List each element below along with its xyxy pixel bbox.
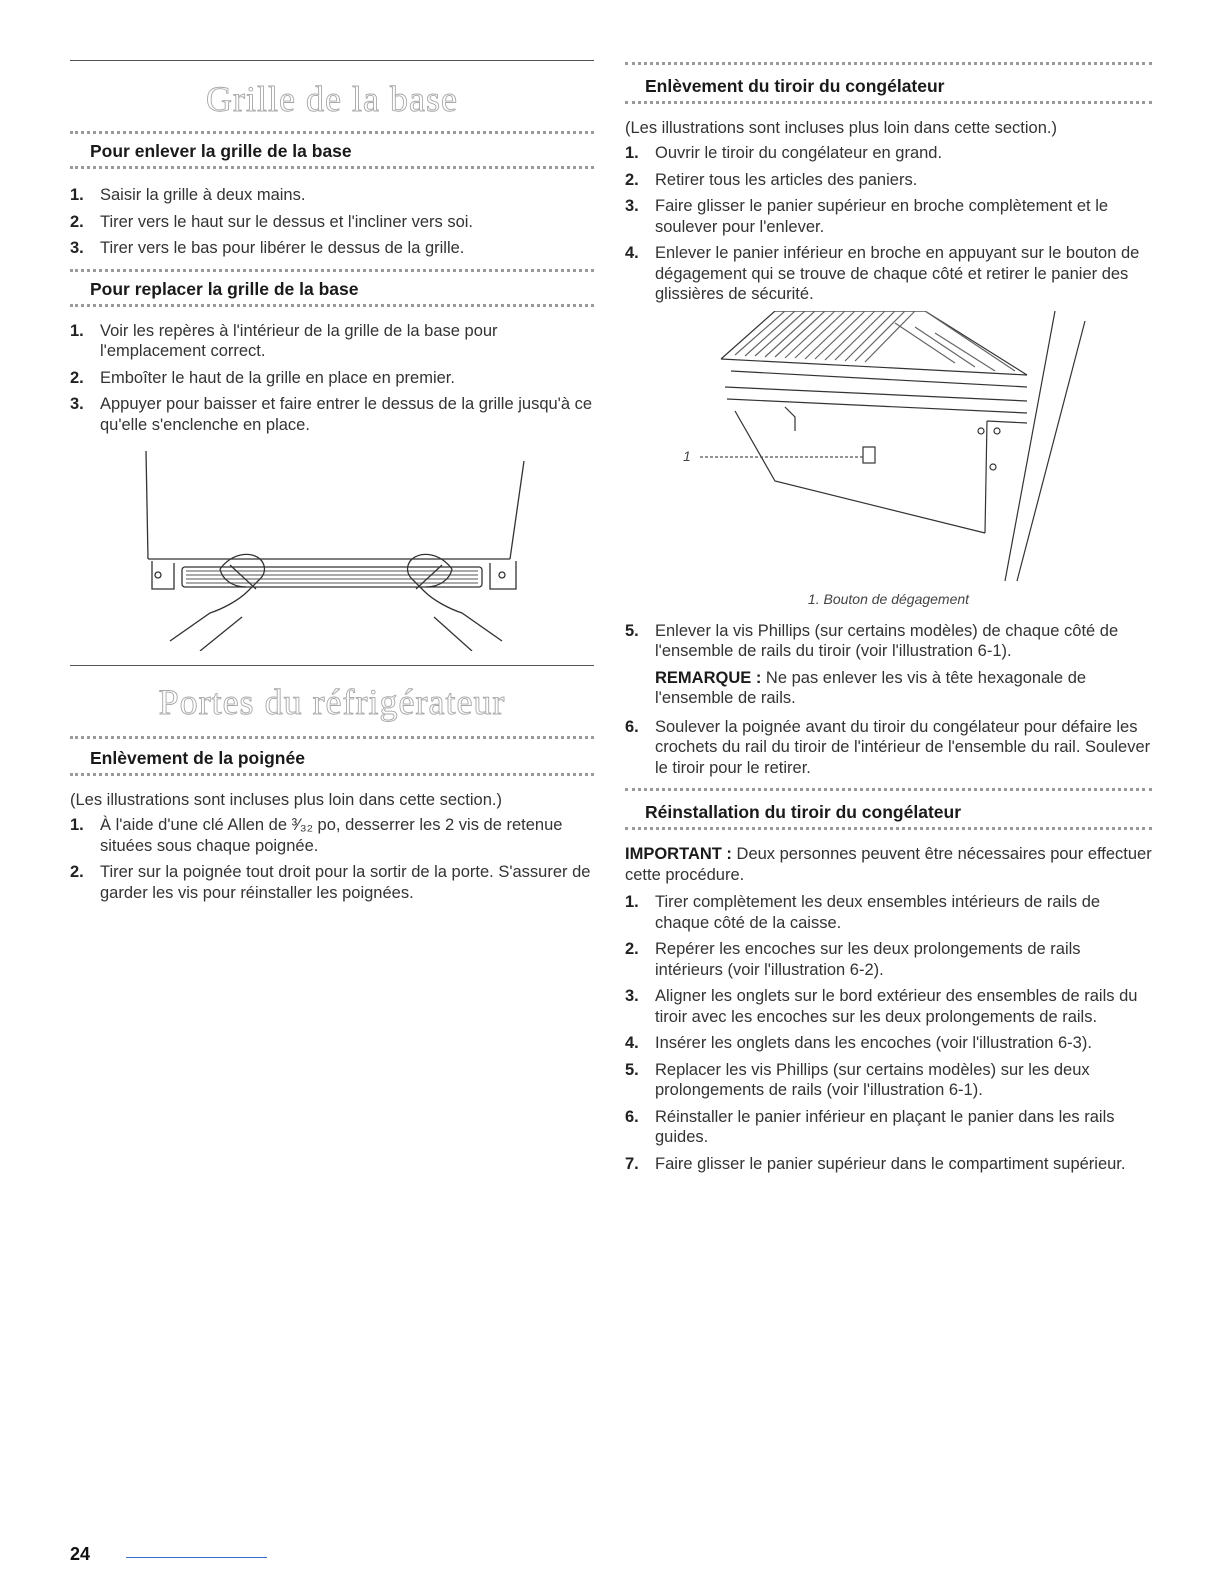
list-item: 3. Faire glisser le panier supérieur en broche complètement et le soulever pour l'enlever. xyxy=(625,197,1109,236)
heading-rule xyxy=(70,736,594,739)
list-item: 4. Insérer les onglets dans les encoches (voir l'illustration 6-3). xyxy=(625,1034,1092,1052)
heading-rule xyxy=(70,131,594,134)
list-item: 1. Voir les repères à l'intérieur de la grille de la base pour l'emplacement correct. xyxy=(70,321,498,360)
figure-callout: 1 xyxy=(683,447,691,464)
list-item: 3. Tirer vers le bas pour libérer le dessus de la grille. xyxy=(70,239,465,257)
heading-remove-grille: Pour enlever la grille de la base xyxy=(90,141,352,161)
list-item: 2. Tirer vers le haut sur le dessus et l'incliner vers soi. xyxy=(70,212,474,231)
list-item: 4. Enlever le panier inférieur en broche en appuyant sur le bouton de dégagement qui se trouve de chaque côté et retirer le panier des glissières de sécurité. xyxy=(625,244,1140,303)
list-item: 1. Ouvrir le tiroir du congélateur en grand. xyxy=(625,144,943,162)
important-note xyxy=(625,844,1152,886)
left-column xyxy=(70,0,594,909)
note-label: REMARQUE : xyxy=(655,668,762,687)
list-item: 2. Repérer les encoches sur les deux prolongements de rails intérieurs (voir l'illustration 6-2). xyxy=(625,940,1081,979)
heading-remove-drawer: Enlèvement du tiroir du congélateur xyxy=(645,76,945,96)
base-grille-illustration xyxy=(70,441,594,651)
section-rule xyxy=(70,60,594,61)
list-item: 3. Appuyer pour baisser et faire entrer le dessus de la grille jusqu'à ce qu'elle s'enclenche en place. xyxy=(70,395,593,434)
list-item: 1. À l'aide d'une clé Allen de ³⁄₃₂ po, desserrer les 2 vis de retenue situées sous chaque poignée. xyxy=(70,816,563,855)
list-item: 7. Faire glisser le panier supérieur dans le compartiment supérieur. xyxy=(625,1154,1126,1173)
reinstall-drawer-steps xyxy=(625,892,1152,1174)
handle-intro: (Les illustrations sont incluses plus loin dans cette section.) xyxy=(70,791,502,809)
note-remarque xyxy=(625,668,1152,709)
heading-rule xyxy=(70,773,594,776)
list-item: 6. Soulever la poignée avant du tiroir du congélateur pour défaire les crochets du rail du tiroir de l'intérieur de l'ensemble du rail. Soulever le tiroir pour le retirer. xyxy=(625,717,1151,777)
remove-drawer-step6 xyxy=(625,717,1152,779)
heading-rule xyxy=(625,101,1152,104)
replace-grille-steps xyxy=(70,321,594,436)
list-item: 2. Retirer tous les articles des paniers. xyxy=(625,170,918,189)
section-title-doors: Portes du réfrigérateur xyxy=(158,682,506,722)
important-text: Deux personnes peuvent être nécessaires pour effectuer cette procédure. xyxy=(625,845,1152,884)
drawer-intro: (Les illustrations sont incluses plus loin dans cette section.) xyxy=(625,119,1057,137)
list-item: 5. Enlever la vis Phillips (sur certains modèles) de chaque côté de l'ensemble de rails du tiroir (voir l'illustration 6-1). xyxy=(625,621,1119,660)
footer-rule xyxy=(126,1557,267,1558)
heading-rule xyxy=(625,788,1152,791)
list-item: 1. Tirer complètement les deux ensembles intérieurs de rails de chaque côté de la caisse. xyxy=(625,893,1101,932)
remove-drawer-steps-continued xyxy=(625,621,1152,662)
remove-handle-steps xyxy=(70,815,594,903)
list-item: 6. Réinstaller le panier inférieur en plaçant le panier dans les rails guides. xyxy=(625,1107,1115,1146)
page-number: 24 xyxy=(70,1544,91,1564)
heading-rule xyxy=(70,269,594,272)
heading-remove-handle: Enlèvement de la poignée xyxy=(90,748,305,768)
section-title-grille: Grille de la base xyxy=(206,79,458,119)
right-column xyxy=(625,0,1152,1180)
heading-rule xyxy=(625,827,1152,830)
list-item: 5. Replacer les vis Phillips (sur certains modèles) sur les deux prolongements de rails (voir l'illustration 6-1). xyxy=(625,1060,1090,1099)
list-item: 2. Emboîter le haut de la grille en place en premier. xyxy=(70,368,455,387)
heading-rule xyxy=(625,62,1152,65)
heading-rule xyxy=(70,166,594,169)
heading-reinstall-drawer: Réinstallation du tiroir du congélateur xyxy=(645,802,961,822)
section-rule xyxy=(70,665,594,666)
list-item: 2. Tirer sur la poignée tout droit pour la sortir de la porte. S'assurer de garder les vis pour réinstaller les poignées. xyxy=(70,863,591,902)
important-label: IMPORTANT : xyxy=(625,845,732,863)
remove-drawer-steps xyxy=(625,143,1152,305)
list-item: 3. Aligner les onglets sur le bord extérieur des ensembles de rails du tiroir avec les encoches sur les deux prolongements de rails. xyxy=(625,987,1138,1026)
freezer-drawer-illustration xyxy=(625,311,1152,589)
figure-caption: 1. Bouton de dégagement xyxy=(807,590,970,607)
heading-replace-grille: Pour replacer la grille de la base xyxy=(90,278,359,299)
note-text: Ne pas enlever les vis à tête hexagonale de l'ensemble de rails. xyxy=(655,668,1087,707)
list-item: 1. Saisir la grille à deux mains. xyxy=(70,186,306,204)
heading-rule xyxy=(70,304,594,307)
remove-grille-steps xyxy=(70,185,594,259)
